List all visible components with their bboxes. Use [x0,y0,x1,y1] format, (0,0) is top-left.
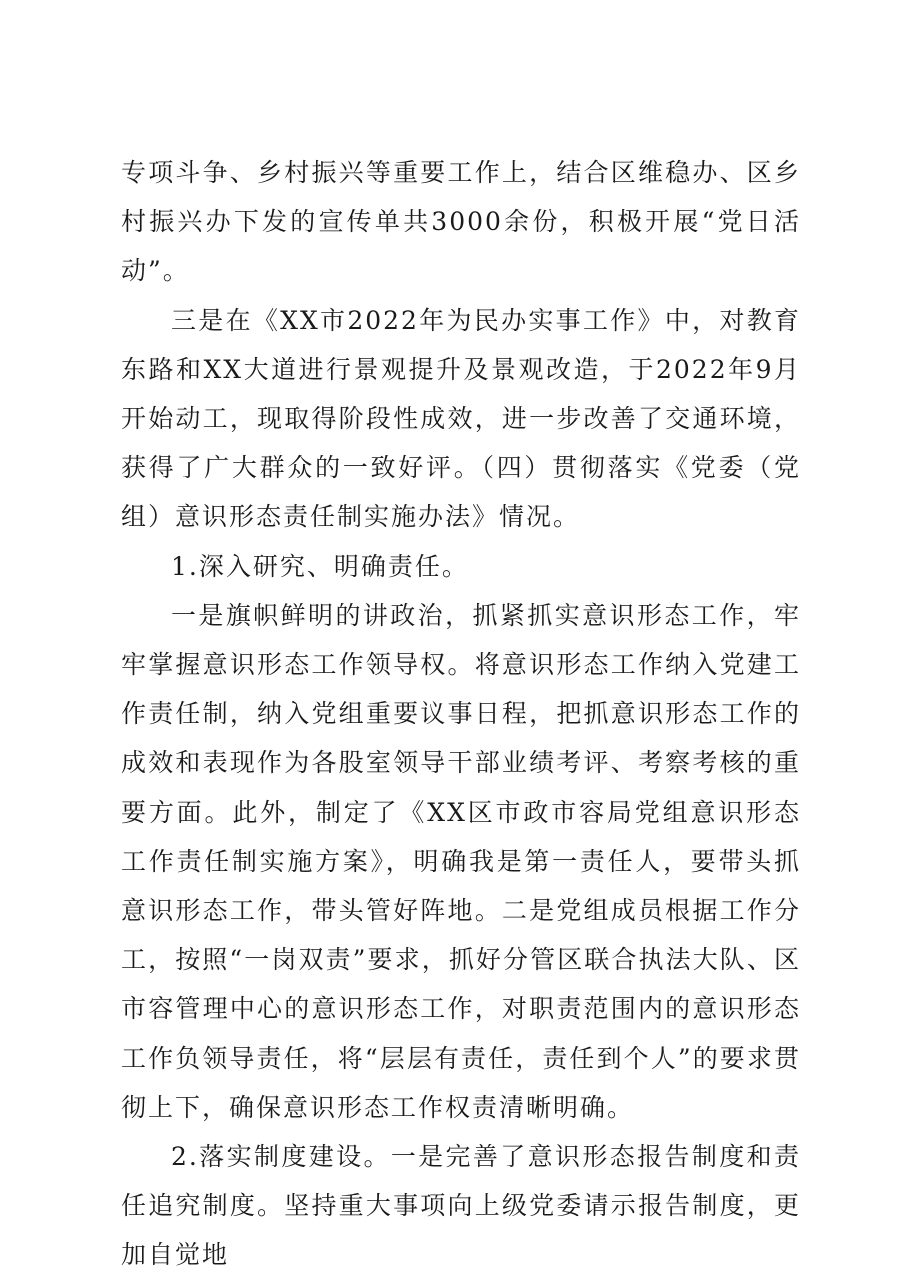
paragraph-system-building: 2.落实制度建设。一是完善了意识形态报告制度和责任追究制度。坚持重大事项向上级党委请示报告制度，更加自觉地 [121,1142,801,1270]
paragraph-continuation: 专项斗争、乡村振兴等重要工作上，结合区维稳办、区乡村振兴办下发的宣传单共3000余份，积极开展“党日活动”。 [121,158,801,286]
paragraph-ideology-responsibility: 一是旗帜鲜明的讲政治，抓紧抓实意识形态工作，牢牢掌握意识形态工作领导权。将意识形态工作纳入党建工作责任制，纳入党组重要议事日程，把抓意识形态工作的成效和表现作为各股室领导干部业绩考评、考察考核的重要方面。此外，制定了《XX区市政市容局党组意识形态工作责任制实施方案》，明确我是第一责任人，要带头抓意识形态工作，带头管好阵地。二是党组成员根据工作分工，按照“一岗双责”要求，抓好分管区联合执法大队、区市容管理中心的意识形态工作，对职责范围内的意识形态工作负领导责任，将“层层有责任，责任到个人”的要求贯彻上下，确保意识形态工作权责清晰明确。 [121,600,801,1122]
document-body [121,148,801,1280]
paragraph-heading-research: 1.深入研究、明确责任。 [171,551,469,581]
paragraph-practical-work: 三是在《XX市2022年为民办实事工作》中，对教育东路和XX大道进行景观提升及景观改造，于2022年9月开始动工，现取得阶段性成效，进一步改善了交通环境，获得了广大群众的一致好评。（四）贯彻落实《党委（党组）意识形态责任制实施办法》情况。 [121,305,801,532]
